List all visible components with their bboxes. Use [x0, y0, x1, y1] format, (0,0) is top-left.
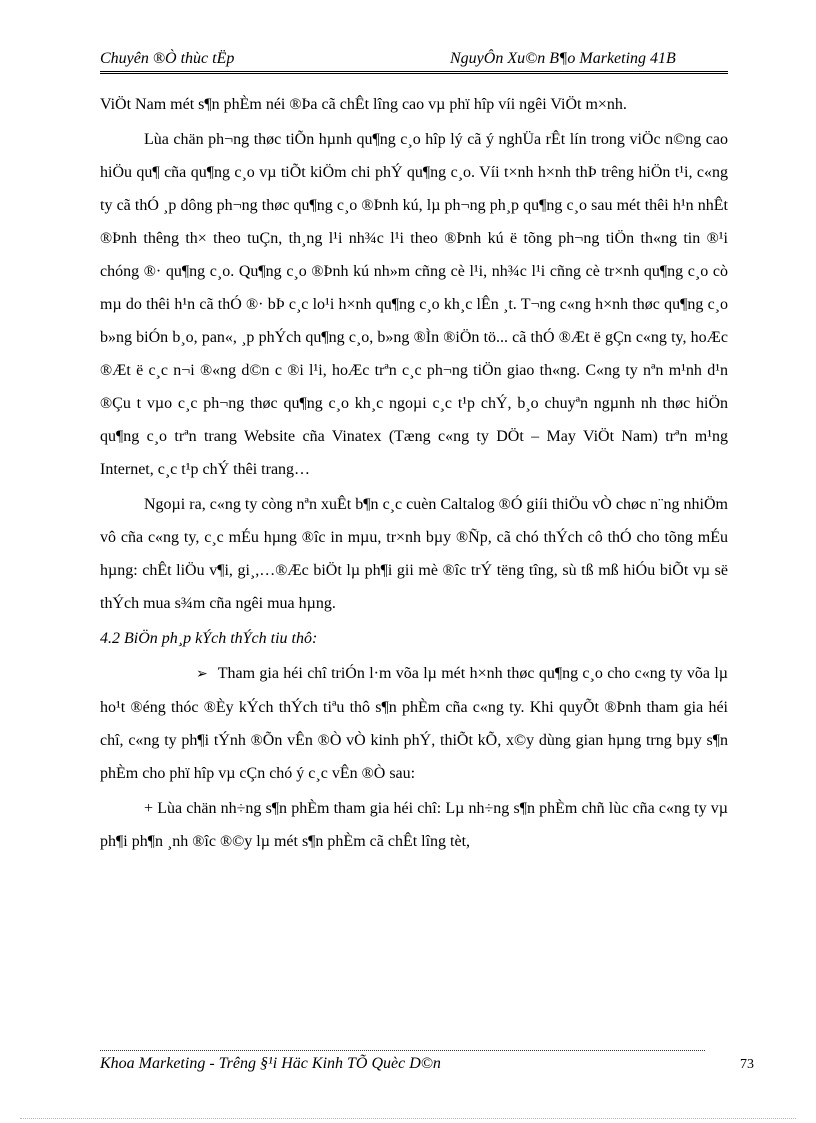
page-number: 73 [740, 1057, 754, 1072]
header-left-title: Chuyên ®Ò thùc tËp [100, 50, 235, 67]
paragraph-catalog: Ngoµi ra, c«ng ty còng nªn xuÊt b¶n c¸c cuèn Caltalog ®Ó giíi thiÖu vÒ chøc n¨ng nhiÖm vô cña c«ng ty, c¸c mÉu hµng ®îc in mµu, tr×nh bµy ®Ñp, cã chó thÝch cô thÓ cho tõng mÉu hµng: chÊt liÖu v¶i, gi¸,…®Æc biÖt lµ ph¶i gii mè ®îc trÝ tëng tîng, sù tß mß hiÓu biÕt vµ së thÝch mua s¾m cña ngêi mua hµng. [100, 496, 728, 612]
footer-rule [100, 1050, 705, 1051]
bullet-text: Tham gia héi chî triÓn l·m võa lµ mét h×nh thøc qu¶ng c¸o cho c«ng ty võa lµ ho¹t ®éng thóc ®Èy kÝch thÝch tiªu thô s¶n phÈm cña c«ng ty. Khi quyÕt ®Þnh tham gia héi chî, c«ng ty ph¶i tÝnh ®Õn vÊn ®Ò vÒ kinh phÝ, thiÕt kÕ, x©y dùng gian hµng trng bµy s¶n phÈm cho phï hîp vµ cÇn chó ý c¸c vÊn ®Ò sau: [100, 665, 728, 782]
bullet-paragraph [100, 657, 728, 790]
paragraph-continued: ViÖt Nam mét s¶n phÈm néi ®Þa cã chÊt lîng cao vµ phï hîp víi ngêi ViÖt m×nh. [100, 96, 627, 113]
plus-paragraph: + Lùa chän nh÷ng s¶n phÈm tham gia héi chî: Lµ nh÷ng s¶n phÈm chñ lùc cña c«ng ty vµ ph¶i ph¶n ¸nh ®îc ®©y lµ mét s¶n phÈm cã chÊt lîng tèt, [100, 800, 728, 850]
header-rule-second [100, 73, 728, 74]
page-edge [20, 1118, 796, 1119]
arrow-bullet-icon: ➢ [196, 667, 208, 682]
document-body [100, 88, 728, 858]
header-right-title: NguyÔn Xu©n B¶o Marketing 41B [450, 50, 676, 67]
section-heading: 4.2 BiÖn ph¸p kÝch thÝch tiu thô: [100, 630, 318, 647]
footer-left: Khoa Marketing - Trêng §¹i Häc Kinh TÕ Quèc D©n [100, 1055, 441, 1072]
paragraph-ad-methods: Lùa chän ph¬ng thøc tiÕn hµnh qu¶ng c¸o hîp lý cã ý nghÜa rÊt lín trong viÖc n©ng cao hiÖu qu¶ cña qu¶ng c¸o vµ tiÕt kiÖm chi phÝ qu¶ng c¸o. Víi t×nh h×nh thÞ trêng hiÖn t¹i, c«ng ty cã thÓ ¸p dông ph¬ng thøc qu¶ng c¸o ®Þnh kú, lµ ph¬ng ph¸p qu¶ng c¸o sau mét thêi h¹n nhÊt ®Þnh thêng th× theo tuÇn, th¸ng l¹i nh¾c l¹i theo ®Þnh kú ë tõng ph¬ng tiÖn th«ng tin ®¹i chóng ®· qu¶ng c¸o. Qu¶ng c¸o ®Þnh kú nh»m cñng cè l¹i, nh¾c l¹i cñng cè tr×nh qu¶ng c¸o cò mµ do thêi h¹n cã thÓ ®· bÞ c¸c lo¹i h×nh qu¶ng c¸o kh¸c lÊn ¸t. T¬ng c«ng h×nh thøc qu¶ng c¸o b»ng biÓn b¸o, pan«, ¸p phÝch qu¶ng c¸o, b»ng ®Ìn ®iÖn tö... cã thÓ ®Æt ë gÇn c«ng ty, hoÆc ®Æt ë c¸c n¬i ®«ng d©n c ®i l¹i, hoÆc trªn c¸c ph¬ng tiÖn giao th«ng. C«ng ty nªn m¹nh d¹n ®Çu t vµo c¸c ph¬ng thøc qu¶ng c¸o kh¸c ngoµi c¸c t¹p chÝ, b¸o chuyªn ngµnh nh thøc hiÖn qu¶ng c¸o trªn trang Website cña Vinatex (Tæng c«ng ty DÖt – May ViÖt Nam) trªn m¹ng Internet, c¸c t¹p chÝ thêi trang… [100, 131, 728, 478]
header-rule [100, 71, 728, 72]
